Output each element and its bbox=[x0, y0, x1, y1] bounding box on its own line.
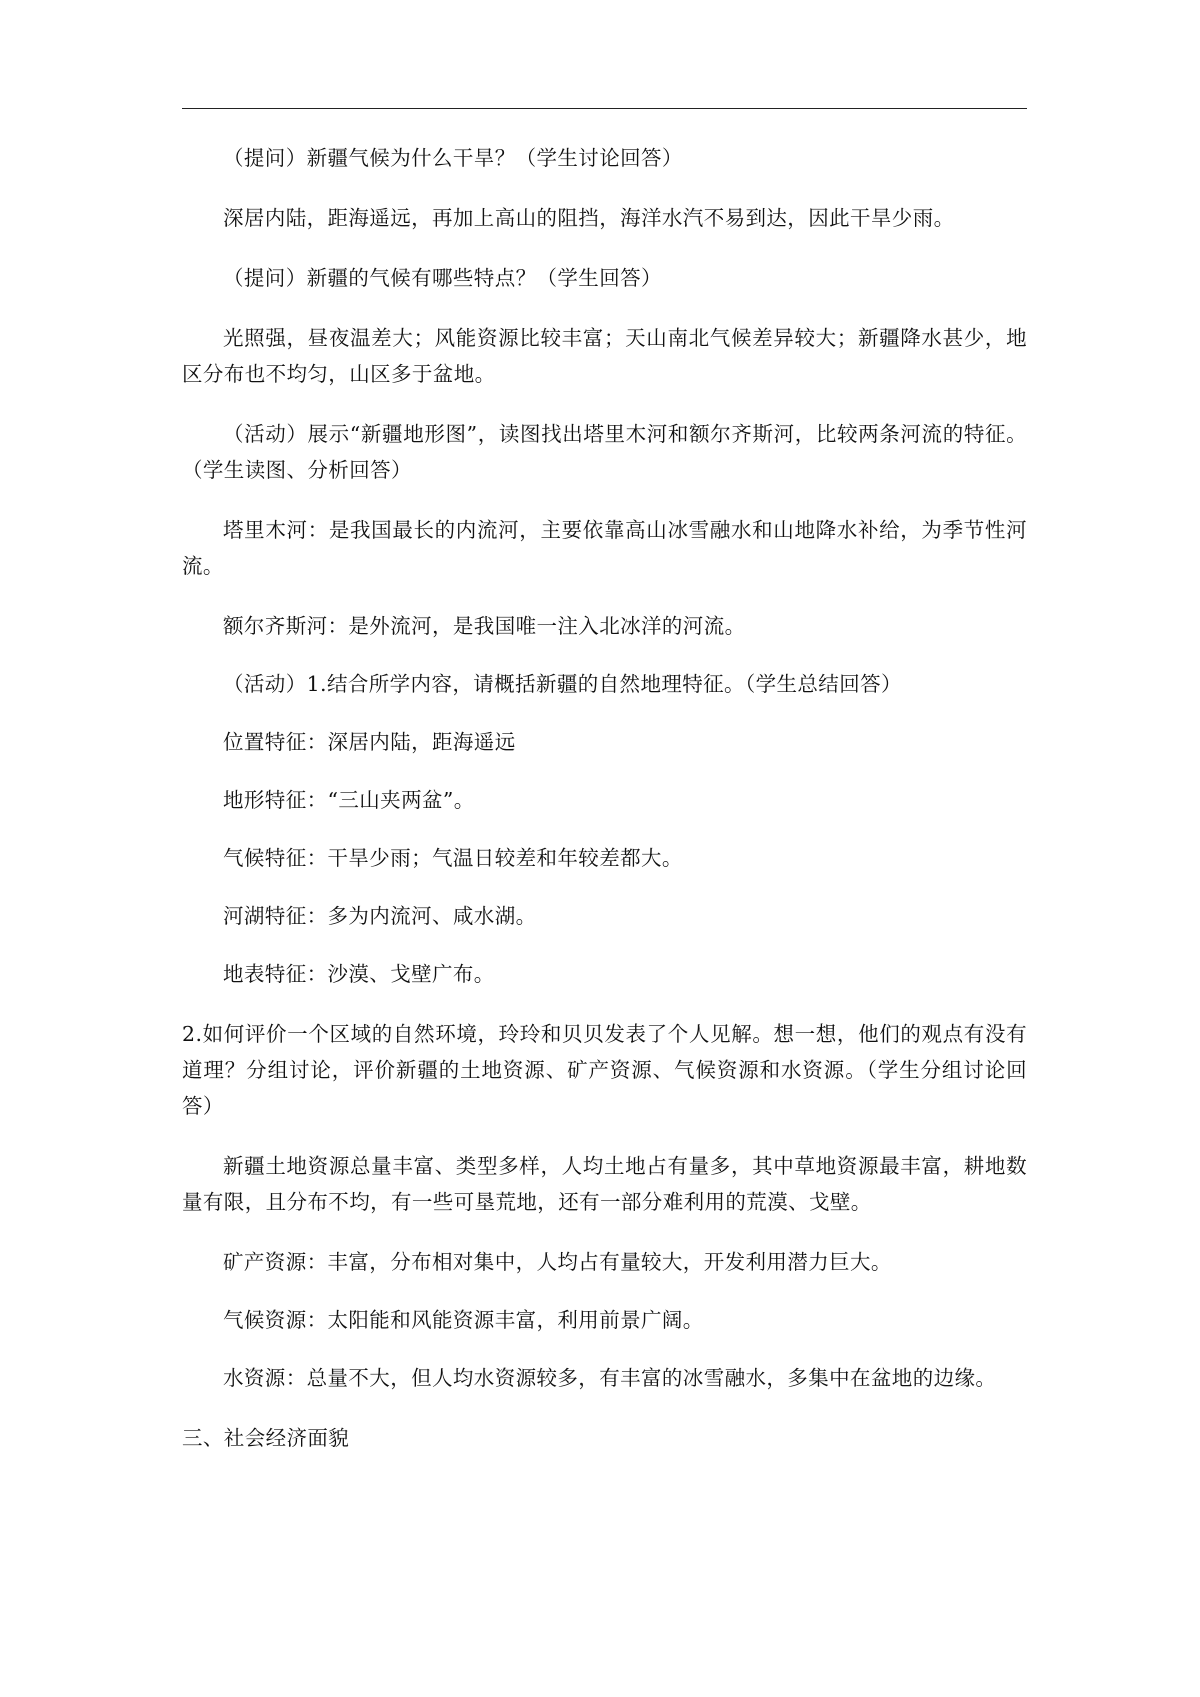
paragraph-land-resources: 新疆土地资源总量丰富、类型多样，人均土地占有量多，其中草地资源最丰富，耕地数量有限，且分布不均，有一些可垦荒地，还有一部分难利用的荒漠、戈壁。 bbox=[182, 1154, 1027, 1214]
paragraph-mineral-resources: 矿产资源：丰富，分布相对集中，人均占有量较大，开发利用潜力巨大。 bbox=[223, 1250, 892, 1274]
paragraph-activity-rivers: （活动）展示“新疆地形图”，读图找出塔里木河和额尔齐斯河，比较两条河流的特征。（学生读图、分析回答） bbox=[182, 422, 1027, 482]
paragraph-climate-resources: 气候资源：太阳能和风能资源丰富，利用前景广阔。 bbox=[223, 1308, 704, 1332]
paragraph-terrain-feature: 地形特征：“三山夹两盆”。 bbox=[223, 788, 475, 812]
paragraph-question-drought: （提问）新疆气候为什么干旱？（学生讨论回答） bbox=[223, 146, 683, 170]
paragraph-irtysh-river: 额尔齐斯河：是外流河，是我国唯一注入北冰洋的河流。 bbox=[223, 614, 746, 638]
paragraph-question-climate: （提问）新疆的气候有哪些特点？（学生回答） bbox=[223, 266, 662, 290]
paragraph-tarim-river: 塔里木河：是我国最长的内流河，主要依靠高山冰雪融水和山地降水补给，为季节性河流。 bbox=[182, 518, 1027, 578]
paragraph-activity-summary: （活动）1.结合所学内容，请概括新疆的自然地理特征。（学生总结回答） bbox=[223, 672, 902, 696]
paragraph-location-feature: 位置特征：深居内陆，距海遥远 bbox=[223, 730, 516, 754]
paragraph-answer-drought: 深居内陆，距海遥远，再加上高山的阻挡，海洋水汽不易到达，因此干旱少雨。 bbox=[223, 206, 955, 230]
paragraph-evaluate-environment: 2.如何评价一个区域的自然环境，玲玲和贝贝发表了个人见解。想一想，他们的观点有没有道理？分组讨论，评价新疆的土地资源、矿产资源、气候资源和水资源。（学生分组讨论回答） bbox=[182, 1022, 1027, 1118]
document-body bbox=[182, 140, 1027, 1480]
header-rule bbox=[182, 108, 1027, 109]
paragraph-water-resources: 水资源：总量不大，但人均水资源较多，有丰富的冰雪融水，多集中在盆地的边缘。 bbox=[223, 1366, 997, 1390]
section-heading-social-economy: 三、社会经济面貌 bbox=[182, 1426, 350, 1450]
paragraph-surface-feature: 地表特征：沙漠、戈壁广布。 bbox=[223, 962, 495, 986]
paragraph-climate-feature: 气候特征：干旱少雨；气温日较差和年较差都大。 bbox=[223, 846, 683, 870]
paragraph-river-lake-feature: 河湖特征：多为内流河、咸水湖。 bbox=[223, 904, 537, 928]
paragraph-answer-climate: 光照强，昼夜温差大；风能资源比较丰富；天山南北气候差异较大；新疆降水甚少，地区分布也不均匀，山区多于盆地。 bbox=[182, 326, 1027, 386]
